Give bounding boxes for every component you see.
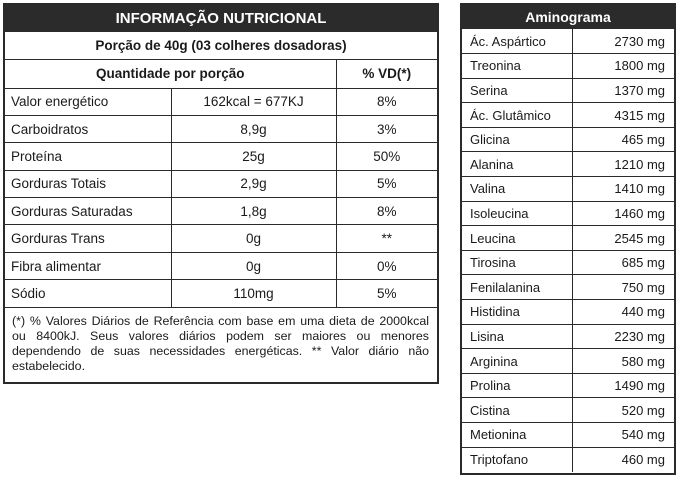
table-row: [462, 423, 674, 448]
nutrient-amount: 1,8g: [171, 198, 336, 225]
amino-acid-amount: 2545 mg: [572, 226, 674, 251]
amino-acid-amount: 1800 mg: [572, 54, 674, 79]
amino-acid-name: Lisina: [462, 324, 572, 349]
nutrient-vd: 5%: [336, 280, 437, 307]
table-row: [5, 252, 437, 279]
amino-acid-amount: 520 mg: [572, 398, 674, 423]
amino-acid-name: Alanina: [462, 152, 572, 177]
amino-acid-amount: 685 mg: [572, 250, 674, 275]
table-row: [5, 225, 437, 252]
table-row: [462, 103, 674, 128]
nutrition-footnote: (*) % Valores Diários de Referência com base em uma dieta de 2000kcal ou 8400kJ. Seus valores diários podem ser maiores ou menores dependendo de suas necessidades energéticas. ** Valor diário não estabelecido.: [12, 313, 429, 373]
table-row: [5, 198, 437, 225]
aminogram-panel: [460, 3, 676, 475]
table-row: [462, 226, 674, 251]
portion-size: Porção de 40g (03 colheres dosadoras): [5, 32, 437, 60]
amino-acid-name: Arginina: [462, 349, 572, 374]
table-row: [462, 398, 674, 423]
amino-acid-name: Valina: [462, 177, 572, 202]
nutrient-name: Fibra alimentar: [5, 252, 171, 279]
nutrient-name: Sódio: [5, 280, 171, 307]
nutrient-amount: 2,9g: [171, 170, 336, 197]
nutrition-title: INFORMAÇÃO NUTRICIONAL: [5, 5, 437, 32]
nutrient-name: Proteína: [5, 143, 171, 170]
nutrient-amount: 8,9g: [171, 115, 336, 142]
amino-acid-amount: 465 mg: [572, 127, 674, 152]
nutrient-amount: 162kcal = 677KJ: [171, 88, 336, 115]
nutrient-vd: 0%: [336, 252, 437, 279]
table-row: [5, 170, 437, 197]
amino-acid-amount: 2730 mg: [572, 29, 674, 54]
table-row: [462, 201, 674, 226]
amino-acid-amount: 1490 mg: [572, 373, 674, 398]
amino-acid-amount: 440 mg: [572, 300, 674, 325]
table-row: [462, 447, 674, 472]
amino-acid-name: Treonina: [462, 54, 572, 79]
nutrient-amount: 0g: [171, 225, 336, 252]
table-row: [462, 349, 674, 374]
table-row: [5, 280, 437, 307]
column-header-quantity: Quantidade por porção: [5, 60, 336, 88]
nutrient-vd: **: [336, 225, 437, 252]
nutrition-facts-panel: [3, 3, 439, 384]
amino-acid-name: Tirosina: [462, 250, 572, 275]
table-row: [462, 29, 674, 54]
aminogram-title: Aminograma: [462, 5, 674, 29]
amino-acid-amount: 4315 mg: [572, 103, 674, 128]
amino-acid-name: Isoleucina: [462, 201, 572, 226]
table-row: [462, 275, 674, 300]
nutrient-name: Gorduras Saturadas: [5, 198, 171, 225]
nutrient-vd: 8%: [336, 198, 437, 225]
amino-acid-name: Prolina: [462, 373, 572, 398]
table-row: [462, 78, 674, 103]
nutrient-name: Carboidratos: [5, 115, 171, 142]
nutrient-name: Valor energético: [5, 88, 171, 115]
nutrient-name: Gorduras Totais: [5, 170, 171, 197]
amino-acid-amount: 750 mg: [572, 275, 674, 300]
column-header-vd: % VD(*): [336, 60, 437, 88]
amino-acid-name: Serina: [462, 78, 572, 103]
table-row: [462, 177, 674, 202]
table-row: [462, 152, 674, 177]
amino-acid-amount: 540 mg: [572, 423, 674, 448]
amino-acid-amount: 2230 mg: [572, 324, 674, 349]
table-row: [5, 115, 437, 142]
amino-acid-name: Histidina: [462, 300, 572, 325]
nutrient-amount: 25g: [171, 143, 336, 170]
table-row: [462, 127, 674, 152]
amino-acid-amount: 1460 mg: [572, 201, 674, 226]
nutrition-table: [5, 60, 437, 308]
amino-acid-amount: 580 mg: [572, 349, 674, 374]
amino-acid-name: Metionina: [462, 423, 572, 448]
amino-acid-name: Ác. Glutâmico: [462, 103, 572, 128]
amino-acid-name: Fenilalanina: [462, 275, 572, 300]
table-row: [5, 88, 437, 115]
amino-acid-name: Triptofano: [470, 452, 529, 468]
table-row: [462, 324, 674, 349]
nutrient-vd: 50%: [336, 143, 437, 170]
amino-acid-name: Glicina: [462, 127, 572, 152]
nutrient-vd: 8%: [336, 88, 437, 115]
amino-acid-amount: 1410 mg: [572, 177, 674, 202]
amino-acid-amount: 1210 mg: [572, 152, 674, 177]
table-row: [462, 300, 674, 325]
amino-acid-amount: 460 mg: [572, 447, 674, 472]
nutrient-vd: 5%: [336, 170, 437, 197]
table-row: [462, 250, 674, 275]
aminogram-table: [462, 29, 674, 472]
table-row: [462, 373, 674, 398]
nutrient-name: Gorduras Trans: [5, 225, 171, 252]
nutrient-amount: 110mg: [171, 280, 336, 307]
table-row: [462, 54, 674, 79]
amino-acid-name: Leucina: [462, 226, 572, 251]
nutrient-amount: 0g: [171, 252, 336, 279]
table-row: [5, 143, 437, 170]
amino-acid-name: Cistina: [462, 398, 572, 423]
amino-acid-amount: 1370 mg: [572, 78, 674, 103]
nutrition-column-header-row: [5, 60, 437, 88]
amino-acid-name: Ác. Aspártico: [462, 29, 572, 54]
nutrient-vd: 3%: [336, 115, 437, 142]
